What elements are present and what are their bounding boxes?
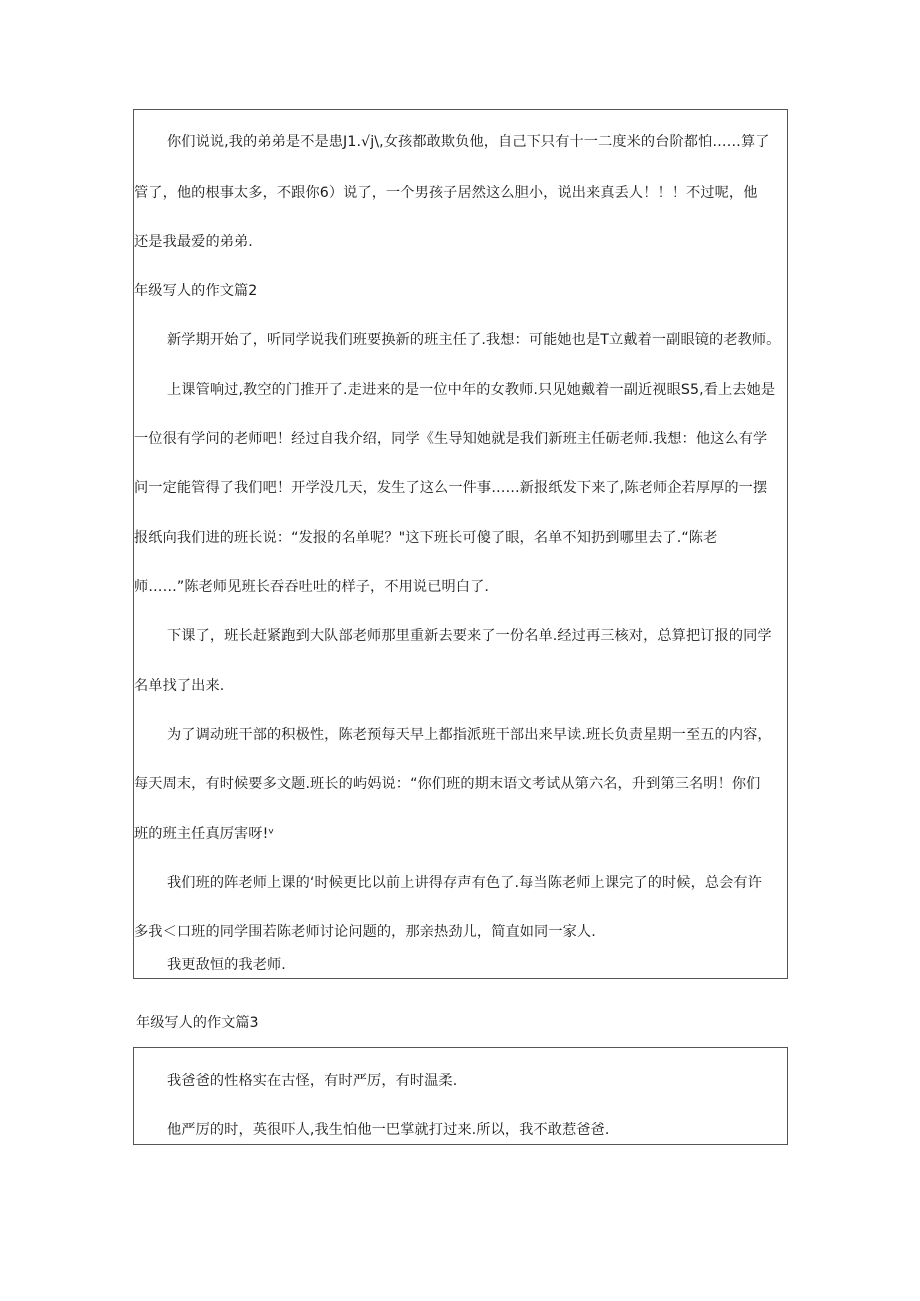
text-line: 他严厉的时，英很吓人,我生怕他一巴掌就打过来.所以，我不敢惹爸爸. bbox=[167, 1122, 610, 1138]
text-line: 每天周末，有时候要多文题.班长的屿妈说：“你们班的期末语文考试从第六名，升到第三名明！你们 bbox=[134, 776, 761, 792]
text-line: 你们说说,我的弟弟是不是患J1.√j\,女孩都敢欺负他，自己下只有十一二度米的台阶都怕……算了 bbox=[167, 134, 770, 150]
text-line: 下课了，班长赶紧跑到大队部老师那里重新去要来了一份名单.经过再三核对，总算把订报的同学 bbox=[167, 628, 772, 644]
essay-heading-2: 年级写人的作文篇2 bbox=[134, 283, 258, 299]
text-line: 我们班的阵老师上课的‘时候更比以前上讲得存声有色了.每当陈老师上课完了的时候，总会有许 bbox=[167, 875, 763, 891]
essay-heading-3: 年级写人的作文篇3 bbox=[136, 1015, 259, 1031]
text-line: 还是我最爱的弟弟. bbox=[134, 234, 253, 250]
text-line: 我爸爸的性格实在古怪，有时严厉，有时温柔. bbox=[167, 1073, 458, 1089]
text-line: 名单找了出来. bbox=[134, 678, 225, 694]
text-line: 新学期开始了，听同学说我们班要换新的班主任了.我想：可能她也是T立戴着一副眼镜的老教师。 bbox=[167, 332, 781, 348]
text-line: 管了，他的根事太多，不跟你6）说了，一个男孩子居然这么胆小，说出来真丢人！！！不过呢，他 bbox=[134, 185, 758, 201]
text-line: 一位很有学问的老师吧！经过自我介绍，同学《生导知她就是我们新班主任砺老师.我想：他这么有学 bbox=[134, 431, 768, 447]
essay-box-1 bbox=[133, 109, 788, 979]
text-line: 为了调动班干部的积极性，陈老预每天早上都指派班干部出来早读.班长负责星期一至五的内容， bbox=[167, 727, 772, 743]
text-line: 报纸向我们进的班长说：“发报的名单呢？"这下班长可傻了眼，名单不知扔到哪里去了.“陈老 bbox=[134, 530, 718, 546]
text-line: 多我＜口班的同学围若陈老师讨论问题的，那亲热劲儿，简直如同一家人. bbox=[134, 924, 596, 940]
text-line: 上课管响过,教空的门推开了.走进来的是一位中年的女教师.只见她戴着一副近视眼S5,看上去她是 bbox=[167, 382, 776, 398]
text-line: 我更敌恒的我老师. bbox=[167, 957, 286, 973]
text-line: 问一定能管得了我们吧！开学没几天，发生了这么一件事……新报纸发下来了,陈老师企若厚厚的一摆 bbox=[134, 480, 768, 496]
essay-box-2 bbox=[133, 1047, 788, 1145]
text-line: 班的班主任真厉害呀!ᵛ bbox=[134, 826, 275, 842]
text-line: 师……”陈老师见班长吞吞吐吐的样子，不用说已明白了. bbox=[134, 579, 489, 595]
